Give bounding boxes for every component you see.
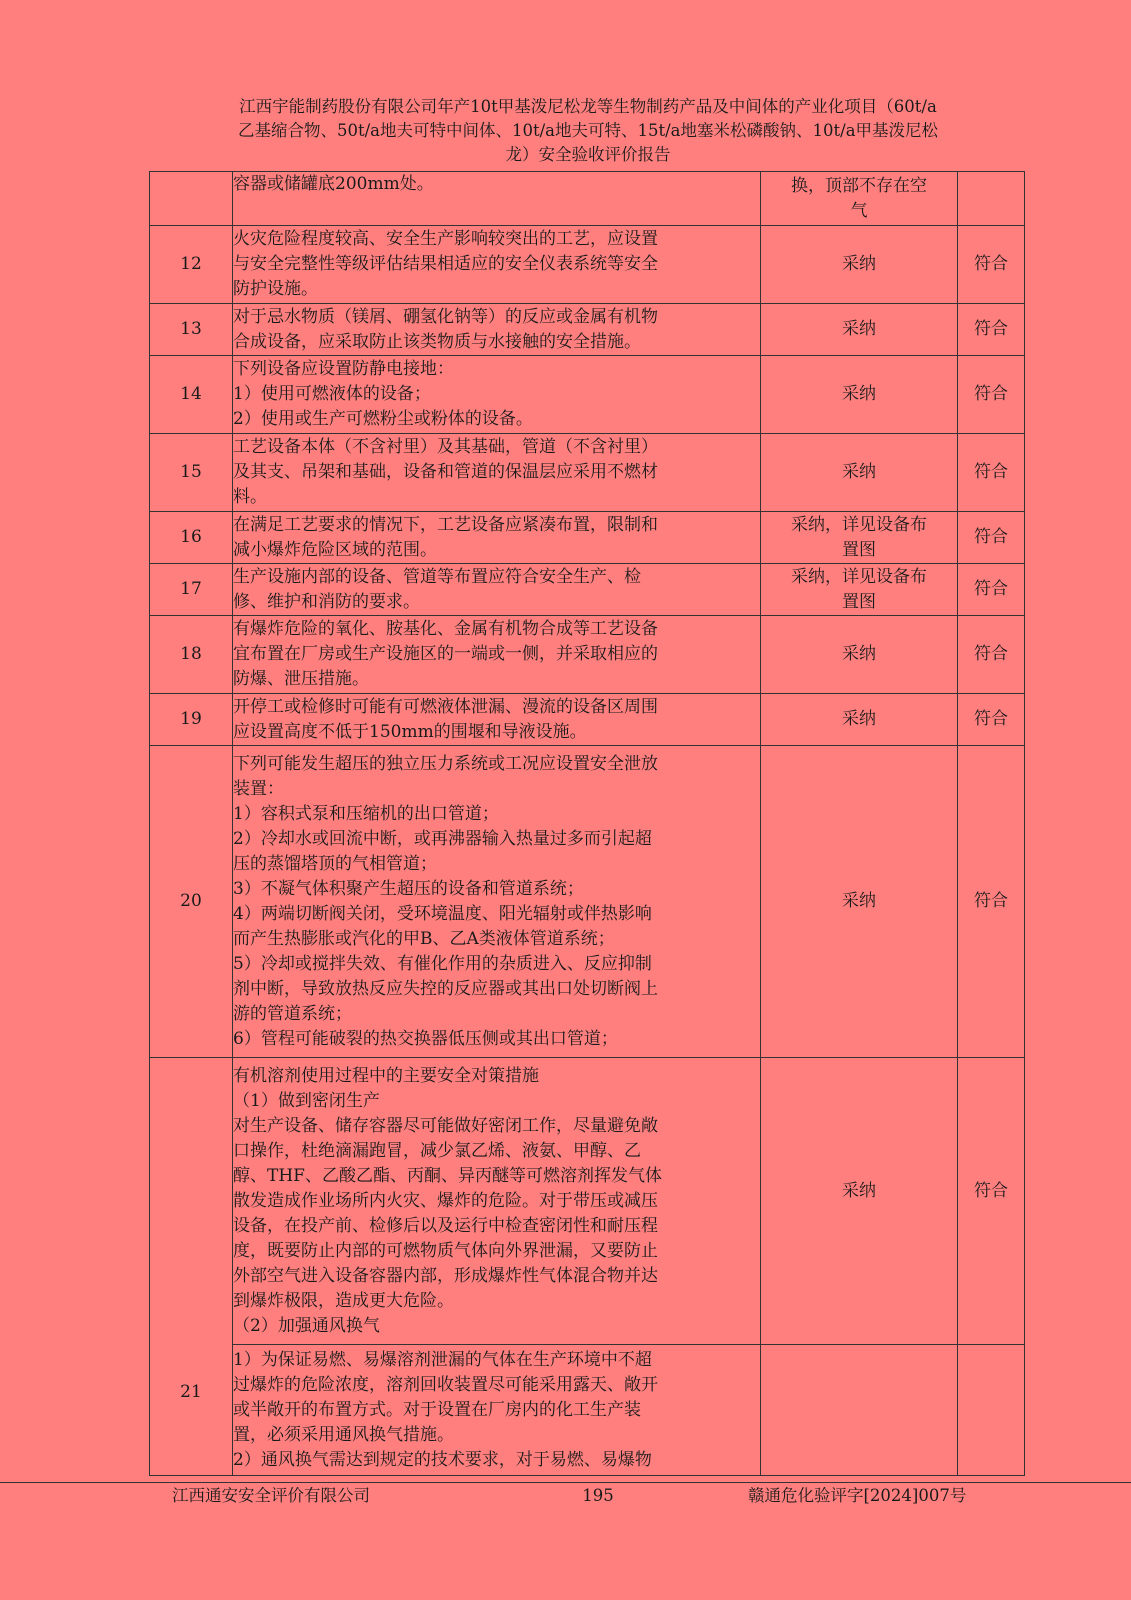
row-number: 14 [150, 356, 233, 434]
requirement-line: 散发造成作业场所内火灾、爆炸的危险。对于带压或减压 [233, 1190, 658, 1211]
requirement-line: 工艺设备本体（不含衬里）及其基础，管道（不含衬里） [233, 437, 658, 457]
requirement-line: 醇、THF、乙酸乙酯、丙酮、异丙醚等可燃溶剂挥发气体 [233, 1165, 662, 1186]
page-footer [0, 1482, 1131, 1509]
requirement-line: 到爆炸极限，造成更大危险。 [233, 1290, 454, 1311]
compliance-result: 符合 [958, 1058, 1025, 1345]
requirement-line: 3）不凝气体积聚产生超压的设备和管道系统； [233, 878, 584, 899]
status-line: 换，顶部不存在空 [791, 175, 927, 196]
status-line: 采纳 [842, 254, 876, 274]
requirement-line: 对生产设备、储存容器尽可能做好密闭工作，尽量避免敞 [233, 1115, 658, 1136]
requirement-line: 过爆炸的危险浓度，溶剂回收装置尽可能采用露天、敞开 [233, 1374, 658, 1395]
requirement-line: 或半敞开的布置方式。对于设置在厂房内的化工生产装 [233, 1399, 641, 1420]
requirement-line: 开停工或检修时可能有可燃液体泄漏、漫流的设备区周围 [233, 696, 658, 717]
requirement-line: 有机溶剂使用过程中的主要安全对策措施 [233, 1065, 539, 1086]
requirement-text [233, 564, 761, 616]
requirement-line: 2）通风换气需达到规定的技术要求，对于易燃、易爆物 [233, 1449, 652, 1470]
requirement-line: 1）容积式泵和压缩机的出口管道； [233, 803, 499, 824]
compliance-result: 符合 [958, 226, 1025, 304]
requirement-line: 容器或储罐底200mm处。 [233, 174, 434, 194]
requirement-text [233, 616, 761, 694]
row-number [150, 172, 233, 226]
status-line: 采纳 [842, 319, 876, 339]
requirement-line: 应设置高度不低于150mm的围堰和导液设施。 [233, 721, 587, 742]
table-row [150, 434, 1025, 512]
requirement-line: 减小爆炸危险区域的范围。 [233, 539, 437, 560]
requirement-line: 下列设备应设置防静电接地： [233, 359, 454, 379]
row-number: 20 [150, 746, 233, 1058]
compliance-result [958, 172, 1025, 226]
document-header [150, 95, 1026, 167]
status-line: 置图 [842, 539, 876, 560]
adoption-status [761, 564, 958, 616]
report-number: 赣通危化验评字[2024]007号 [748, 1486, 967, 1505]
requirement-line: 对于忌水物质（镁屑、硼氢化钠等）的反应或金属有机物 [233, 306, 658, 327]
requirement-line: 6）管程可能破裂的热交换器低压侧或其出口管道； [233, 1028, 618, 1049]
table-row [150, 746, 1025, 1058]
compliance-result: 符合 [958, 434, 1025, 512]
table-row [150, 564, 1025, 616]
footer-company: 江西通安安全评价有限公司 [172, 1486, 370, 1505]
table-row [150, 512, 1025, 564]
requirement-line: 装置： [233, 778, 284, 799]
requirement-line: 设备，在投产前、检修后以及运行中检查密闭性和耐压程 [233, 1215, 658, 1236]
adoption-status [761, 1345, 958, 1476]
requirement-line: 与安全完整性等级评估结果相适应的安全仪表系统等安全 [233, 254, 658, 274]
requirement-text [233, 356, 761, 434]
header-line-2: 乙基缩合物、50t/a地夫可特中间体、10t/a地夫可特、15t/a地塞米松磷酸钠、10t/a甲基泼尼松 [237, 121, 939, 140]
table-row [150, 172, 1025, 226]
compliance-result [958, 1345, 1025, 1476]
adoption-status [761, 616, 958, 694]
status-line: 采纳 [842, 709, 876, 729]
status-line: 采纳，详见设备布 [791, 566, 927, 587]
table-row [150, 1058, 1025, 1345]
requirement-text [233, 172, 761, 226]
row-number: 19 [150, 694, 233, 746]
compliance-result: 符合 [958, 512, 1025, 564]
header-line-3: 龙）安全验收评价报告 [505, 145, 671, 164]
requirement-text [233, 512, 761, 564]
requirement-text [233, 694, 761, 746]
requirement-line: 及其支、吊架和基础，设备和管道的保温层应采用不燃材 [233, 462, 658, 482]
status-line: 置图 [842, 591, 876, 612]
requirement-line: 2）使用或生产可燃粉尘或粉体的设备。 [233, 409, 533, 429]
row-number: 21 [150, 1118, 233, 1405]
table-row [150, 356, 1025, 434]
row-number: 18 [150, 616, 233, 694]
header-line-1: 江西宇能制药股份有限公司年产10t甲基泼尼松龙等生物制药产品及中间体的产业化项目（60t/a [239, 97, 937, 116]
requirement-text [233, 1058, 761, 1345]
adoption-status [761, 172, 958, 226]
row-number: 17 [150, 564, 233, 616]
status-line: 气 [850, 200, 868, 221]
requirement-line: 下列可能发生超压的独立压力系统或工况应设置安全泄放 [233, 753, 658, 774]
requirement-line: 有爆炸危险的氧化、胺基化、金属有机物合成等工艺设备 [233, 619, 658, 639]
requirement-line: 防护设施。 [233, 279, 318, 299]
row-number: 16 [150, 512, 233, 564]
row-number: 15 [150, 434, 233, 512]
requirement-line: （2）加强通风换气 [233, 1315, 380, 1336]
requirement-line: 4）两端切断阀关闭，受环境温度、阳光辐射或伴热影响 [233, 903, 652, 924]
status-line: 采纳，详见设备布 [791, 514, 927, 535]
status-line: 采纳 [842, 891, 876, 911]
requirement-line: 5）冷却或搅拌失效、有催化作用的杂质进入、反应抑制 [233, 953, 652, 974]
requirement-line: 1）使用可燃液体的设备； [233, 384, 431, 404]
status-line: 采纳 [842, 384, 876, 404]
adoption-status [761, 694, 958, 746]
adoption-status [761, 1058, 958, 1345]
status-line: 采纳 [842, 462, 876, 482]
requirement-line: 在满足工艺要求的情况下，工艺设备应紧凑布置，限制和 [233, 514, 658, 535]
requirement-line: 合成设备，应采取防止该类物质与水接触的安全措施。 [233, 331, 641, 352]
requirement-line: 置，必须采用通风换气措施。 [233, 1424, 454, 1445]
requirement-line: 压的蒸馏塔顶的气相管道； [233, 853, 437, 874]
status-line: 采纳 [842, 1180, 876, 1201]
requirement-text [233, 1345, 761, 1476]
compliance-result: 符合 [958, 694, 1025, 746]
table-row [150, 226, 1025, 304]
requirement-line: 修、维护和消防的要求。 [233, 591, 420, 612]
compliance-result: 符合 [958, 564, 1025, 616]
table-body [150, 172, 1025, 1476]
requirement-line: 防爆、泄压措施。 [233, 669, 369, 689]
requirement-line: 宜布置在厂房或生产设施区的一端或一侧，并采取相应的 [233, 644, 658, 664]
row-number: 12 [150, 226, 233, 304]
status-line: 采纳 [842, 644, 876, 664]
compliance-result: 符合 [958, 746, 1025, 1058]
adoption-status [761, 434, 958, 512]
requirement-line: 生产设施内部的设备、管道等布置应符合安全生产、检 [233, 566, 641, 587]
row-number: 13 [150, 304, 233, 356]
requirement-line: 而产生热膨胀或汽化的甲B、乙A类液体管道系统； [233, 928, 615, 949]
compliance-result: 符合 [958, 616, 1025, 694]
requirement-line: 度，既要防止内部的可燃物质气体向外界泄漏，又要防止 [233, 1240, 658, 1261]
requirement-line: 外部空气进入设备容器内部，形成爆炸性气体混合物并达 [233, 1265, 658, 1286]
table-row [150, 616, 1025, 694]
adoption-status [761, 226, 958, 304]
adoption-status [761, 512, 958, 564]
requirement-line: 火灾危险程度较高、安全生产影响较突出的工艺，应设置 [233, 229, 658, 249]
compliance-result: 符合 [958, 304, 1025, 356]
requirement-line: 口操作，杜绝滴漏跑冒，减少氯乙烯、液氨、甲醇、乙 [233, 1140, 641, 1161]
requirement-line: 剂中断，导致放热反应失控的反应器或其出口处切断阀上 [233, 978, 658, 999]
requirement-text [233, 746, 761, 1058]
requirement-line: 2）冷却水或回流中断，或再沸器输入热量过多而引起超 [233, 828, 652, 849]
requirement-text [233, 226, 761, 304]
requirement-line: 1）为保证易燃、易爆溶剂泄漏的气体在生产环境中不超 [233, 1349, 652, 1370]
compliance-result: 符合 [958, 356, 1025, 434]
table-row [150, 1345, 1025, 1476]
requirement-text [233, 304, 761, 356]
adoption-status [761, 746, 958, 1058]
requirement-line: （1）做到密闭生产 [233, 1090, 380, 1111]
evaluation-table [149, 171, 1025, 1476]
table-row [150, 304, 1025, 356]
table-row [150, 694, 1025, 746]
requirement-line: 游的管道系统； [233, 1003, 352, 1024]
requirement-line: 料。 [233, 487, 267, 507]
adoption-status [761, 356, 958, 434]
page-number: 195 [582, 1486, 614, 1505]
requirement-text [233, 434, 761, 512]
adoption-status [761, 304, 958, 356]
